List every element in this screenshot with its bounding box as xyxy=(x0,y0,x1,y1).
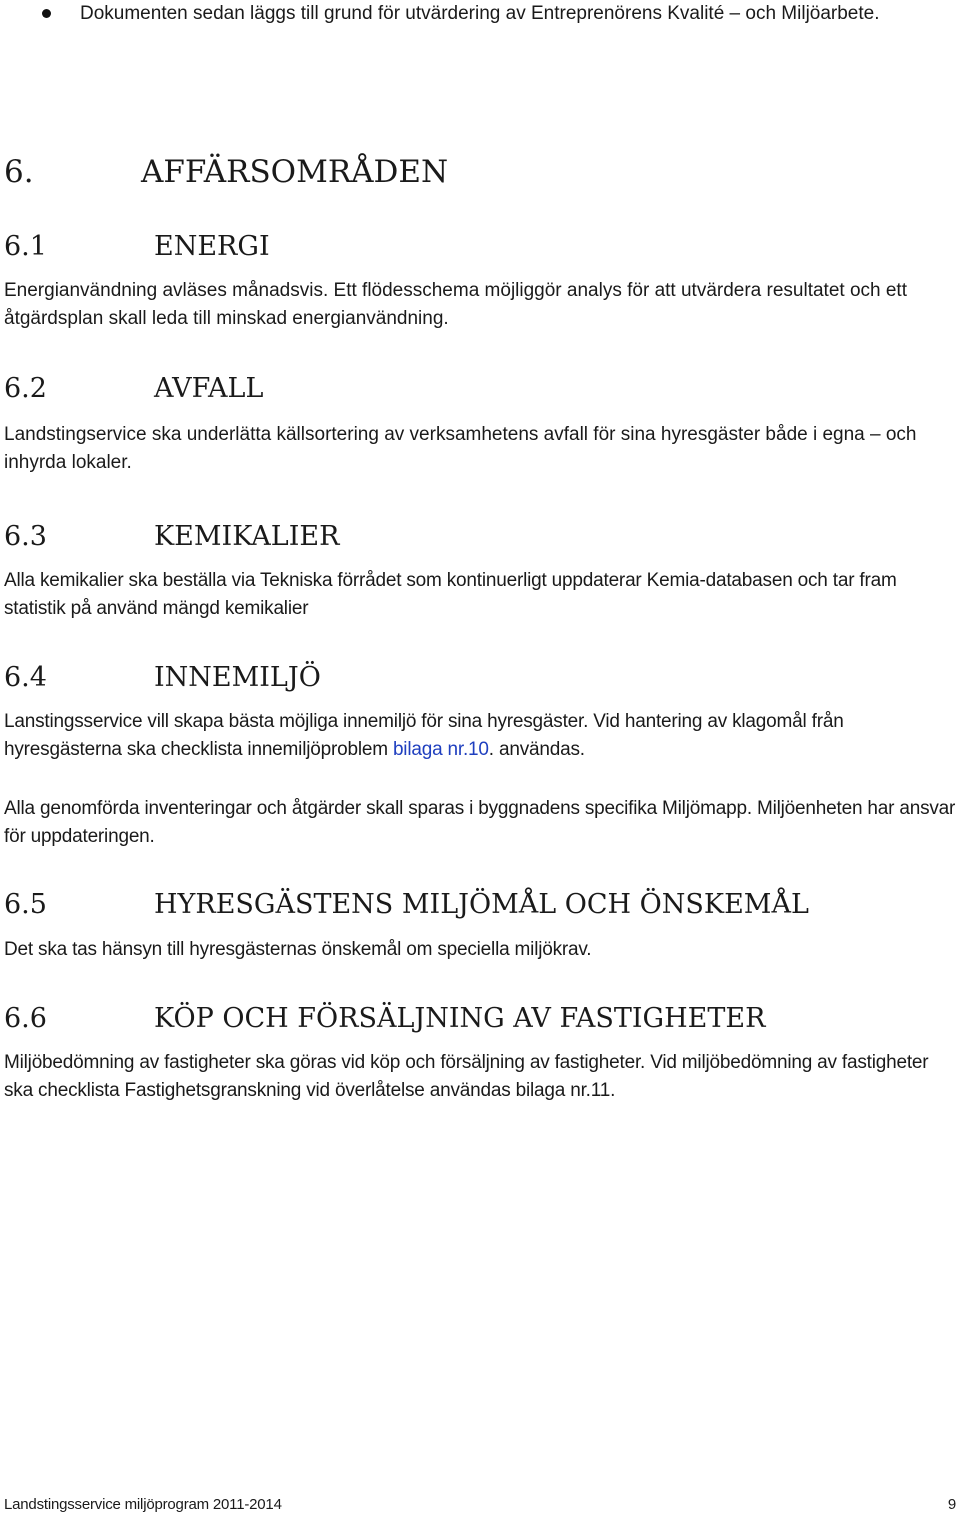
subsection-number: 6.5 xyxy=(4,889,47,920)
footer-title: Landstingsservice miljöprogram 2011-2014 xyxy=(4,1496,282,1513)
subsection-number: 6.1 xyxy=(4,231,47,262)
subsection-heading-6-6 xyxy=(4,1001,765,1037)
paragraph-innemiljo-2: Alla genomförda inventeringar och åtgärder skall sparas i byggnadens specifika Miljömapp. Miljöenheten har ansvar för uppdateringen. xyxy=(4,798,956,847)
subsection-number: 6.3 xyxy=(4,521,47,552)
subsection-title: KEMIKALIER xyxy=(154,521,340,552)
paragraph-text: Lanstingsservice vill skapa bästa möjliga innemiljö för sina hyresgäster. Vid hantering av klagomål från hyresgästerna ska checklista innemiljöproblem xyxy=(4,711,844,760)
page-number: 9 xyxy=(947,1496,956,1513)
section-number: 6. xyxy=(4,154,34,190)
subsection-heading-6-3 xyxy=(4,519,339,555)
paragraph-kemikalier: Alla kemikalier ska beställa via Tekniska förrådet som kontinuerligt uppdaterar Kemia-databasen och tar fram statistik på använd mängd kemikalier xyxy=(4,570,897,619)
bullet-dot-icon xyxy=(42,9,51,18)
subsection-heading-6-4 xyxy=(4,660,321,696)
subsection-title: ENERGI xyxy=(154,231,270,262)
subsection-heading-6-2 xyxy=(4,371,263,407)
subsection-number: 6.6 xyxy=(4,1003,47,1034)
subsection-title: HYRESGÄSTENS MILJÖMÅL OCH ÖNSKEMÅL xyxy=(154,889,809,920)
paragraph-innemiljo xyxy=(4,708,956,764)
bilaga-10-link[interactable]: bilaga nr.10 xyxy=(392,739,489,760)
subsection-title: AVFALL xyxy=(154,373,264,404)
paragraph-energi: Energianvändning avläses månadsvis. Ett flödesschema möjliggör analys för att utvärdera resultatet och ett åtgärdsplan skall leda till minskad energianvändning. xyxy=(4,280,907,329)
paragraph-hyresgast: Det ska tas hänsyn till hyresgästernas önskemål om speciella miljökrav. xyxy=(4,939,592,960)
subsection-title: INNEMILJÖ xyxy=(154,662,321,693)
paragraph-avfall: Landstingservice ska underlätta källsortering av verksamhetens avfall för sina hyresgäster både i egna – och inhyrda lokaler. xyxy=(4,424,917,473)
bullet-text: Dokumenten sedan läggs till grund för utvärdering av Entreprenörens Kvalité – och Miljöarbete. xyxy=(80,3,880,24)
section-heading-6 xyxy=(4,150,448,194)
subsection-heading-6-5 xyxy=(4,887,809,923)
paragraph-kop-forsaljning: Miljöbedömning av fastigheter ska göras vid köp och försäljning av fastigheter. Vid miljöbedömning av fastigheter ska checklista Fastighetsgranskning vid överlåtelse användas bilaga nr.11. xyxy=(4,1052,929,1101)
subsection-heading-6-1 xyxy=(4,229,270,265)
subsection-title: KÖP OCH FÖRSÄLJNING AV FASTIGHETER xyxy=(154,1003,766,1034)
subsection-number: 6.2 xyxy=(4,373,47,404)
section-title: AFFÄRSOMRÅDEN xyxy=(141,154,449,190)
subsection-number: 6.4 xyxy=(4,662,47,693)
paragraph-text: . användas. xyxy=(488,739,585,760)
